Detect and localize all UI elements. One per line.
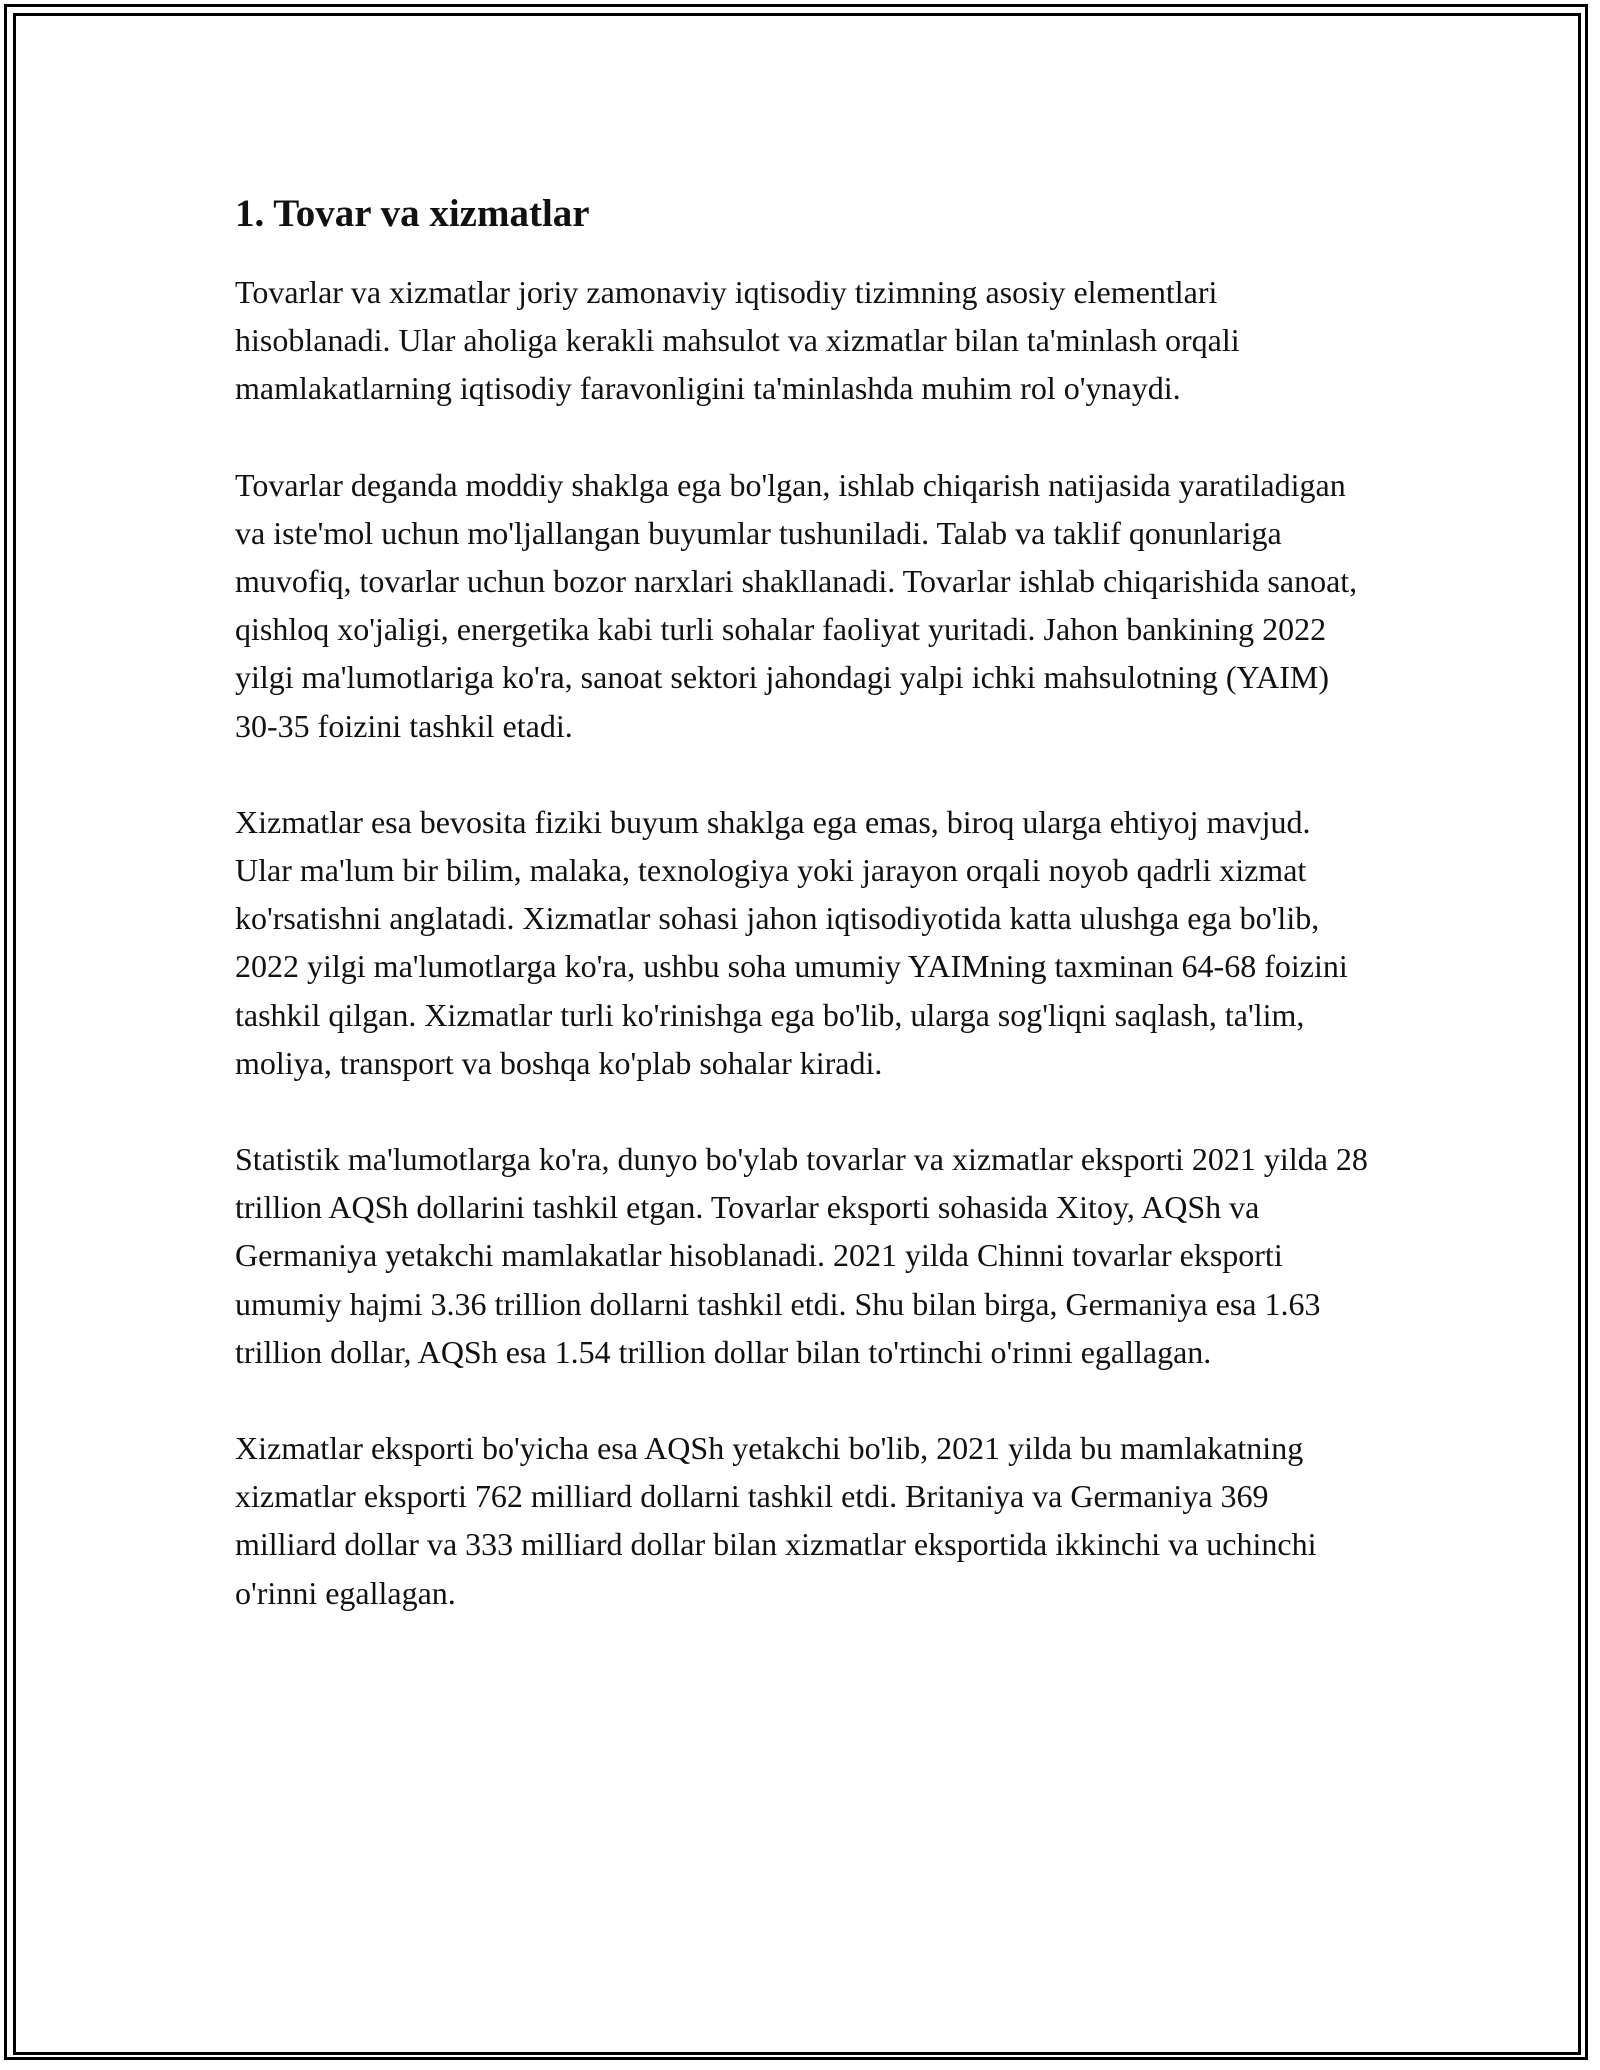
paragraph-services-exports: Xizmatlar eksporti bo'yicha esa AQSh yetakchi bo'lib, 2021 yilda bu mamlakatning xizmatlar eksporti 762 milliard dollarni tashkil etdi. Britaniya va Germaniya 369 milliard dollar va 333 milliard dollar bilan xizmatlar eksportida ikkinchi va uchinchi o'rinni egallagan. [235,1430,1317,1611]
paragraph-services: Xizmatlar esa bevosita fiziki buyum shaklga ega emas, biroq ularga ehtiyoj mavjud. Ular ma'lum bir bilim, malaka, texnologiya yoki jarayon orqali noyob qadrli xizmat ko'rsatishni anglatadi. Xizmatlar sohasi jahon iqtisodiyotida katta ulushga ega bo'lib, 2022 yilgi ma'lumotlarga ko'ra, ushbu soha umumiy YAIMning taxminan 64-68 foizini tashkil qilgan. Xizmatlar turli ko'rinishga ega bo'lib, ularga sog'liqni saqlash, ta'lim, moliya, transport va boshqa ko'plab sohalar kiradi. [235,803,1348,1081]
section-heading: 1. Tovar va xizmatlar [235,192,590,235]
paragraph-goods-exports: Statistik ma'lumotlarga ko'ra, dunyo bo'ylab tovarlar va xizmatlar eksporti 2021 yilda 28 trillion AQSh dollarini tashkil etgan. Tovarlar eksporti sohasida Xitoy, AQSh va Germaniya yetakchi mamlakatlar hisoblanadi. 2021 yilda Chinni tovarlar eksporti umumiy hajmi 3.36 trillion dollarni tashkil etdi. Shu bilan birga, Germaniya esa 1.63 trillion dollar, AQSh esa 1.54 trillion dollar bilan to'rtinchi o'rinni egallagan. [235,1141,1368,1370]
paragraph-intro: Tovarlar va xizmatlar joriy zamonaviy iqtisodiy tizimning asosiy elementlari hisoblanadi. Ular aholiga kerakli mahsulot va xizmatlar bilan ta'minlash orqali mamlakatlarning iqtisodiy faravonligini ta'minlashda muhim rol o'ynaydi. [235,274,1240,407]
paragraph-goods: Tovarlar deganda moddiy shaklga ega bo'lgan, ishlab chiqarish natijasida yaratiladigan va iste'mol uchun mo'ljallangan buyumlar tushuniladi. Talab va taklif qonunlariga muvofiq, tovarlar uchun bozor narxlari shakllanadi. Tovarlar ishlab chiqarishida sanoat, qishloq xo'jaligi, energetika kabi turli sohalar faoliyat yuritadi. Jahon bankining 2022 yilgi ma'lumotlariga ko'ra, sanoat sektori jahondagi yalpi ichki mahsulotning (YAIM) 30-35 foizini tashkil etadi. [235,466,1358,744]
document-body [235,188,1375,1665]
